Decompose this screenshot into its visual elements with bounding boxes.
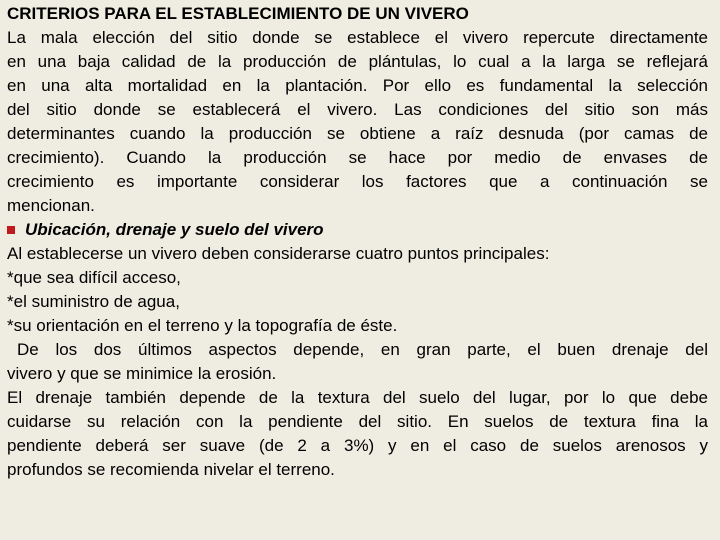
section-heading: [7, 218, 708, 242]
drainage-paragraph: [7, 338, 708, 386]
points-list: [7, 266, 708, 338]
text-line: El drenaje también depende de la textura del suelo del lugar, por lo que debe: [7, 388, 708, 407]
text-line: en una alta mortalidad en la plantación. Por ello es fundamental la selección: [7, 76, 708, 95]
section-heading-text: Ubicación, drenaje y suelo del vivero: [25, 220, 324, 239]
text-line: mencionan.: [7, 196, 95, 215]
text-line: cuidarse su relación con la pendiente del sitio. En suelos de textura fina la: [7, 412, 708, 431]
list-item: *el suministro de agua,: [7, 292, 180, 311]
intro-paragraph: [7, 26, 708, 218]
text-line: vivero y que se minimice la erosión.: [7, 364, 277, 383]
text-line: en una baja calidad de la producción de plántulas, lo cual a la larga se reflejará: [7, 52, 708, 71]
text-line: pendiente deberá ser suave (de 2 a 3%) y en el caso de suelos arenosos y: [7, 436, 708, 455]
square-bullet-icon: [7, 226, 15, 234]
text-line: De los dos últimos aspectos depende, en gran parte, el buen drenaje del: [17, 340, 708, 359]
text-line: determinantes cuando la producción se obtiene a raíz desnuda (por camas de: [7, 124, 708, 143]
soil-paragraph: [7, 386, 708, 482]
text-line: profundos se recomienda nivelar el terreno.: [7, 460, 335, 479]
text-line: La mala elección del sitio donde se establece el vivero repercute directamente: [7, 28, 708, 47]
slide-title: CRITERIOS PARA EL ESTABLECIMIENTO DE UN VIVERO: [7, 4, 469, 23]
text-line: del sitio donde se establecerá el vivero. Las condiciones del sitio son más: [7, 100, 708, 119]
list-item: *que sea difícil acceso,: [7, 268, 181, 287]
text-line: crecimiento es importante considerar los factores que a continuación se: [7, 172, 708, 191]
text-line: crecimiento). Cuando la producción se hace por medio de envases de: [7, 148, 708, 167]
points-intro: Al establecerse un vivero deben considerarse cuatro puntos principales:: [7, 244, 550, 263]
list-item: *su orientación en el terreno y la topografía de éste.: [7, 316, 398, 335]
